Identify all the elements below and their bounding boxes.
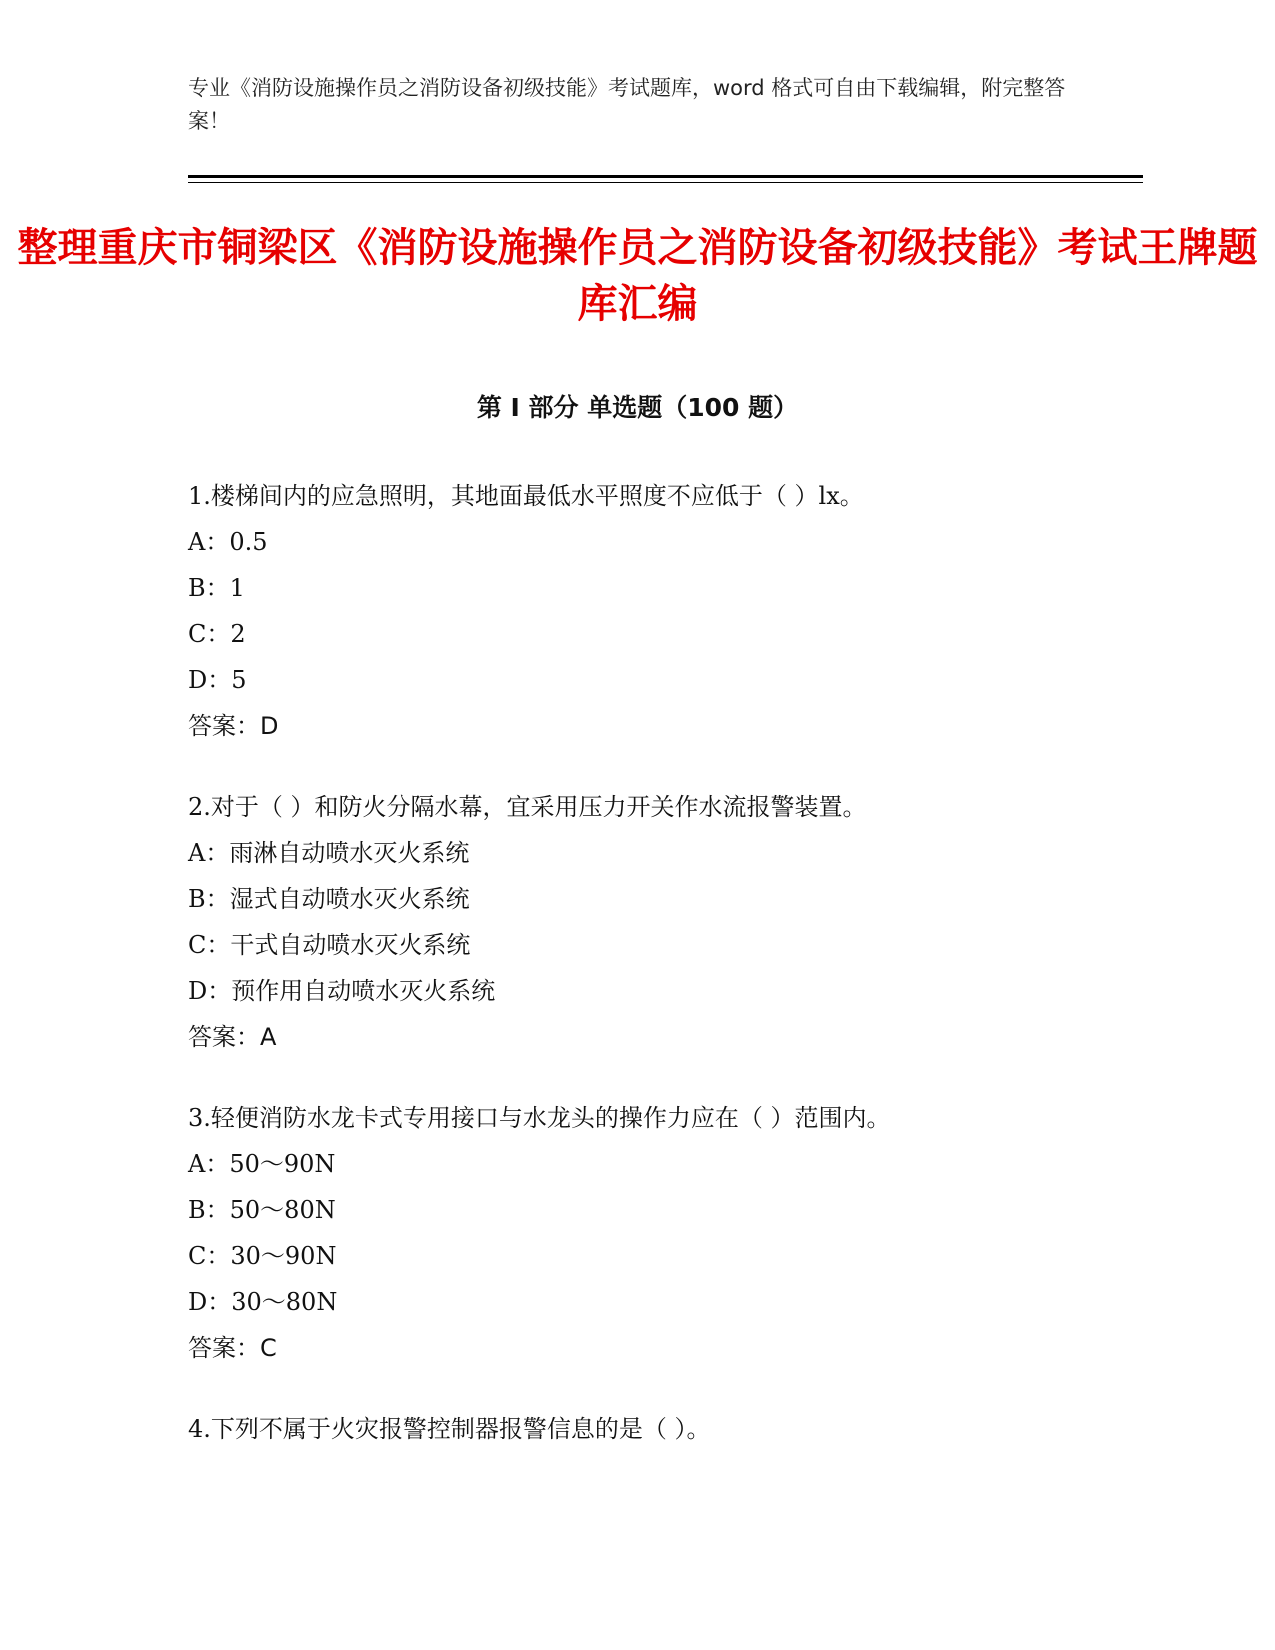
option-b: B：湿式自动喷水灭火系统 [188,885,470,913]
question-2 [188,784,1118,1060]
option-c: C：2 [188,620,246,648]
option-a: A：雨淋自动喷水灭火系统 [188,839,470,867]
option-d: D：30～80N [188,1288,338,1316]
document-title: 整理重庆市铜梁区《消防设施操作员之消防设备初级技能》考试王牌题库汇编 [17,225,1258,327]
header-rule-thin [188,182,1143,183]
option-a: A：50～90N [188,1150,336,1178]
question-1 [188,473,1118,749]
question-text: 2.对于（ ）和防火分隔水幕，宜采用压力开关作水流报警装置。 [188,793,867,821]
section-heading: 第 I 部分 单选题（100 题） [476,393,799,422]
answer: 答案：C [188,1334,277,1362]
option-c: C：干式自动喷水灭火系统 [188,931,471,959]
option-c: C：30～90N [188,1242,337,1270]
answer: 答案：D [188,712,279,740]
question-4 [188,1406,1118,1452]
option-d: D：5 [188,666,247,694]
header-note: 专业《消防设施操作员之消防设备初级技能》考试题库，word 格式可自由下载编辑，附完整答案！ [188,76,1066,133]
answer: 答案：A [188,1023,277,1051]
option-b: B：50～80N [188,1196,336,1224]
question-text: 4.下列不属于火灾报警控制器报警信息的是（ ）。 [188,1415,711,1443]
question-list [188,473,1118,1487]
question-text: 1.楼梯间内的应急照明，其地面最低水平照度不应低于（ ）lx。 [188,482,864,510]
option-d: D：预作用自动喷水灭火系统 [188,977,496,1005]
question-text: 3.轻便消防水龙卡式专用接口与水龙头的操作力应在（ ）范围内。 [188,1104,891,1132]
option-a: A：0.5 [188,528,268,556]
question-3 [188,1095,1118,1371]
option-b: B：1 [188,574,245,602]
header-rule-thick [188,175,1143,178]
